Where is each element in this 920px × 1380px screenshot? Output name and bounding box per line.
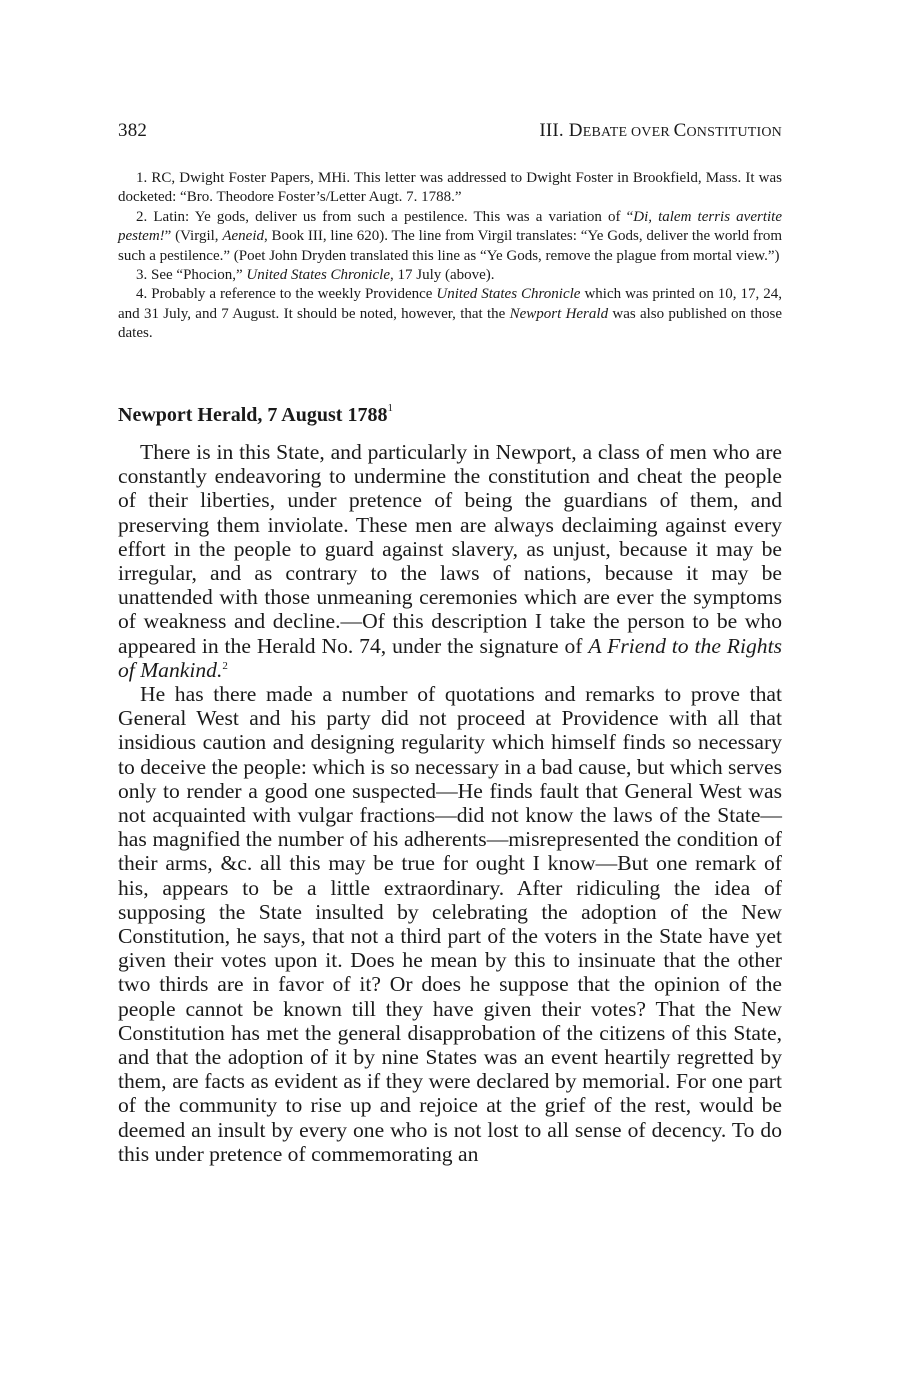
footnotes	[118, 169, 782, 344]
paragraph-2: He has there made a number of quotations and remarks to prove that General West and his party did not proceed at Providence with all that insidious caution and designing regularity which himself finds so necessary to deceive the people: which is so necessary in a bad cause, but which serves only to render a good one suspected—He finds fault that General West was not acquainted with vulgar fractions—did not know the laws of the State—has magnified the number of his adherents—misrepresented the condition of their arms, &c. all this may be true for ought I know—But one remark of his, appears to be a little extraordinary. After ridiculing the idea of supposing the State insulted by celebrating the adoption of the New Constitution, he says, that not a third part of the voters in the State have yet given their votes upon it. Does he mean by this to insinuate that the other two thirds are in favor of it? Or does he suppose that the opinion of the people cannot be known till they have given their votes? That the New Constitution has met the general disapprobation of the citizens of this State, and that the adoption of it by nine States was an event heartily regretted by them, are facts as evident as if they were declared by memorial. For one part of the community to rise up and rejoice at the grief of the rest, would be deemed an insult by every one who is not lost to all sense of decency. To do this under pretence of commemorating an	[118, 682, 782, 1166]
note-2: 2. Latin: Ye gods, deliver us from such a pestilence. This was a variation of “Di, talem terris avertite pestem!” (Virgil, Aeneid, Book III, line 620). The line from Virgil translates: “Ye Gods, deliver the world from such a pestilence.” (Poet John Dryden translated this line as “Ye Gods, remove the plague from mortal view.”)	[118, 208, 782, 264]
page-number: 382	[118, 120, 148, 141]
running-title: III. DEBATE OVER CONSTITUTION	[539, 120, 782, 141]
section-heading: Newport Herald, 7 August 1788$^1$	[118, 402, 393, 426]
note-marker-2: 2	[222, 659, 228, 672]
note-1: 1. RC, Dwight Foster Papers, MHi. This letter was addressed to Dwight Foster in Brookfield, Mass. It was docketed: “Bro. Theodore Foster’s/Letter Augt. 7. 1788.”	[118, 170, 782, 206]
note-3: 3. See “Phocion,” United States Chronicle, 17 July (above).	[136, 267, 495, 284]
paragraph-1: There is in this State, and particularly in Newport, a class of men who are constantly endeavoring to undermine the constitution and cheat the people of their liberties, under pretence of being the guardians of them, and preserving them inviolate. These men are always declaiming against every effort in the people to guard against slavery, as unjust, because it may be irregular, and as contrary to the laws of nations, because it may be unattended with those unmeaning ceremonies which are ever the symptoms of weakness and decline.—Of this description I take the person to be who appeared in the Herald No. 74, under the signature of A Friend to the Rights of Mankind.$^2$	[118, 440, 782, 682]
running-header	[118, 120, 782, 146]
note-4: 4. Probably a reference to the weekly Providence United States Chronicle which was printed on 10, 17, 24, and 31 July, and 7 August. It should be noted, however, that the Newport Herald was also published on those dates.	[118, 286, 783, 342]
heading-note-marker: 1	[387, 402, 393, 415]
article-body	[118, 440, 782, 1166]
